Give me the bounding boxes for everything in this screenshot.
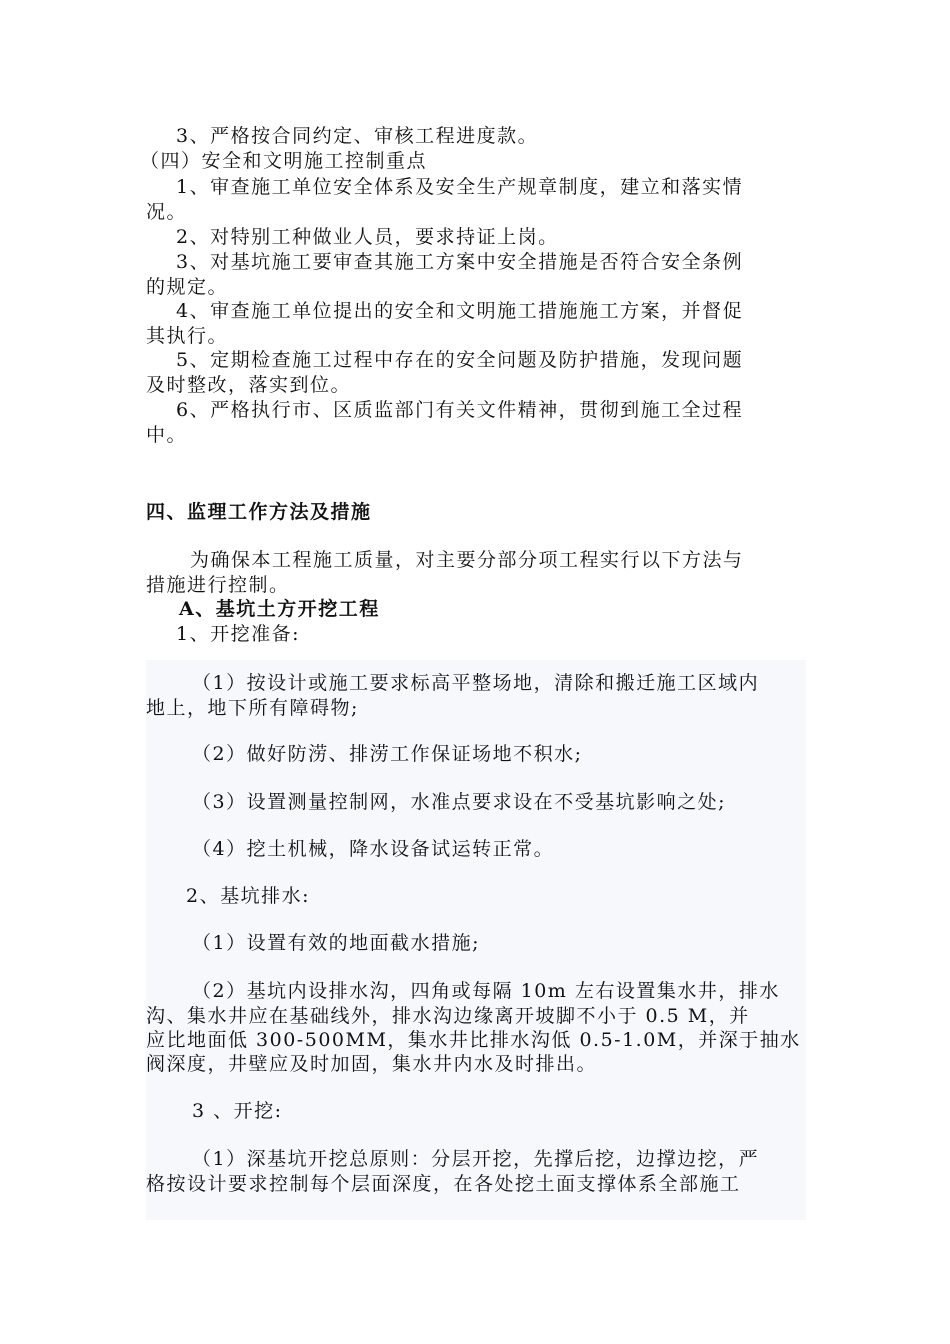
- safety-item-5-line-1: 5、定期检查施工过程中存在的安全问题及防护措施，发现问题: [176, 349, 744, 371]
- drainage-item-2-line-4: 阀深度，井壁应及时加固，集水井内水及时排出。: [146, 1053, 598, 1075]
- safety-section-heading: （四）安全和文明施工控制重点: [140, 150, 428, 172]
- drainage-item-2-line-1: （2）基坑内设排水沟，四角或每隔 10m 左右设置集水井，排水: [192, 980, 780, 1002]
- prep-item-3: （3）设置测量控制网，水准点要求设在不受基坑影响之处;: [192, 791, 726, 813]
- methods-section-heading: 四、监理工作方法及措施: [146, 501, 372, 523]
- drainage-item-2-line-2: 沟、集水井应在基础线外，排水沟边缘离开坡脚不小于 0.5 M，并: [146, 1005, 750, 1027]
- drainage-item-2-line-3: 应比地面低 300-500MM，集水井比排水沟低 0.5-1.0M，并深于抽水: [146, 1029, 801, 1051]
- excavation-heading: 3 、开挖:: [192, 1100, 283, 1122]
- prep-item-4: （4）挖土机械，降水设备试运转正常。: [192, 838, 555, 860]
- subsection-a-heading: A、基坑土方开挖工程: [179, 598, 380, 620]
- safety-item-1-line-2: 况。: [146, 201, 188, 223]
- excavation-item-1-line-2: 格按设计要求控制每个层面深度，在各处挖土面支撑体系全部施工: [146, 1173, 741, 1195]
- safety-item-2: 2、对特别工种做业人员，要求持证上岗。: [176, 226, 559, 248]
- methods-intro-line-2: 措施进行控制。: [146, 574, 290, 596]
- safety-item-3-line-1: 3、对基坑施工要审查其施工方案中安全措施是否符合安全条例: [176, 251, 744, 273]
- safety-item-4-line-1: 4、审查施工单位提出的安全和文明施工措施施工方案，并督促: [176, 300, 744, 322]
- safety-item-4-line-2: 其执行。: [146, 325, 229, 347]
- safety-item-5-line-2: 及时整改，落实到位。: [146, 374, 352, 396]
- prep-item-1-line-2: 地上，地下所有障碍物;: [146, 697, 359, 719]
- safety-item-1-line-1: 1、审查施工单位安全体系及安全生产规章制度，建立和落实情: [176, 176, 744, 198]
- methods-intro-line-1: 为确保本工程施工质量，对主要分部分项工程实行以下方法与: [190, 549, 744, 571]
- safety-item-6-line-1: 6、严格执行市、区质监部门有关文件精神，贯彻到施工全过程: [176, 399, 744, 421]
- drainage-item-1: （1）设置有效的地面截水措施;: [192, 932, 480, 954]
- pit-drainage-heading: 2、基坑排水:: [186, 885, 310, 907]
- prep-item-1-line-1: （1）按设计或施工要求标高平整场地，清除和搬迁施工区域内: [192, 672, 760, 694]
- prep-item-2: （2）做好防涝、排涝工作保证场地不积水;: [192, 743, 583, 765]
- safety-item-3-line-2: 的规定。: [146, 276, 229, 298]
- excavation-prep-heading: 1、开挖准备:: [176, 623, 300, 645]
- excavation-item-1-line-1: （1）深基坑开挖总原则：分层开挖，先撑后挖，边撑边挖，严: [192, 1148, 760, 1170]
- safety-item-6-line-2: 中。: [146, 424, 188, 446]
- progress-payment-item: 3、严格按合同约定、审核工程进度款。: [176, 125, 539, 147]
